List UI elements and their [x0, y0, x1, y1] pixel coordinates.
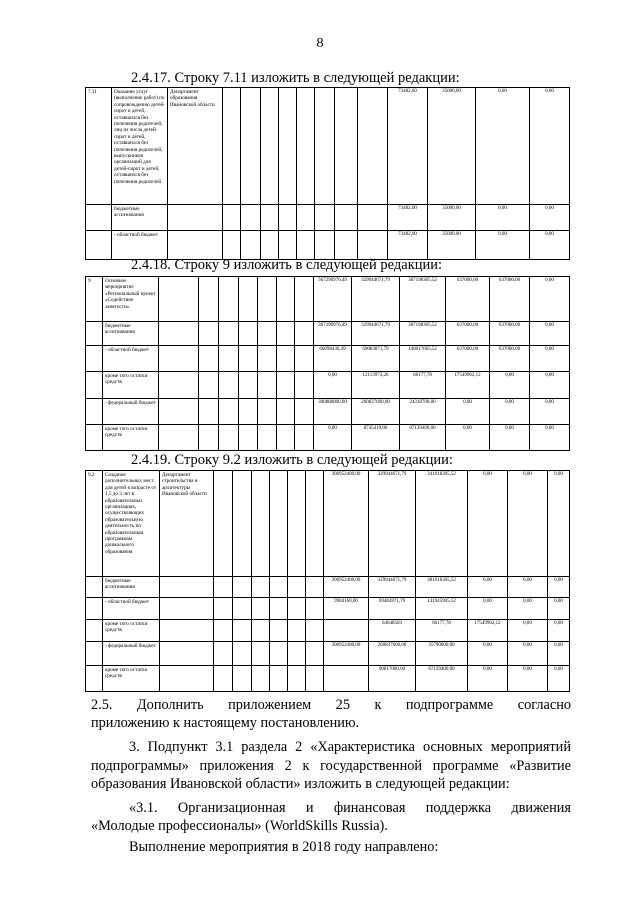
row-name-cell: кроме того остатки средств [103, 620, 160, 642]
value-cell: 9984160,00 [324, 598, 369, 620]
empty-cell [277, 322, 295, 346]
empty-cell [279, 205, 297, 231]
row-number-cell [86, 372, 103, 399]
empty-cell [258, 346, 277, 372]
empty-cell [261, 231, 279, 260]
row-name-cell: - федеральный бюджет [103, 642, 160, 666]
empty-cell [297, 231, 315, 260]
value-cell: 73482,00 [388, 88, 428, 205]
table-row [86, 205, 570, 231]
empty-cell [270, 642, 288, 666]
empty-cell [358, 205, 388, 231]
empty-cell [270, 577, 288, 598]
value-cell: 69482871,79 [369, 598, 416, 620]
empty-cell [252, 471, 270, 577]
value-cell: 67139400,00 [400, 425, 446, 451]
value-cell: 260837600,00 [352, 399, 400, 425]
executor-cell [159, 277, 199, 322]
heading-2-4-19: 2.4.19. Строку 9.2 изложить в следующей редакции: [131, 452, 453, 468]
empty-cell [199, 346, 219, 372]
value-cell: 0,00 [508, 598, 548, 620]
empty-cell [295, 425, 314, 451]
executor-cell [159, 399, 199, 425]
value-cell: 0,00 [446, 399, 490, 425]
table-row-7-11 [85, 87, 570, 260]
executor-cell [160, 598, 214, 620]
empty-cell [288, 577, 306, 598]
empty-cell [239, 322, 258, 346]
empty-cell [214, 642, 233, 666]
empty-cell [288, 642, 306, 666]
empty-cell [239, 425, 258, 451]
value-cell: 0,00 [476, 88, 530, 205]
empty-cell [233, 642, 252, 666]
empty-cell [288, 471, 306, 577]
paragraph-3-line1: 3. Подпункт 3.1 раздела 2 «Характеристика основных мероприятий [129, 739, 571, 755]
row-name-cell: Оказание услуг (выполнение работ) по сопровождению детей-сирот и детей, оставшихся без попечения родителей, лиц из числа детей-сирот и детей, оставшихся без попечения родителей, выпускников организаций для детей-сирот и детей, оставшихся без попечения родителей [112, 88, 168, 205]
value-cell: 35000,00 [428, 205, 476, 231]
empty-cell [279, 88, 297, 205]
value-cell: 0,00 [530, 277, 570, 322]
executor-cell [168, 231, 223, 260]
value-cell: 0,00 [446, 425, 490, 451]
executor-cell [168, 205, 223, 231]
value-cell: 637000,00 [446, 322, 490, 346]
value-cell: 329944671,79 [369, 577, 416, 598]
value-cell: 0,00 [548, 598, 570, 620]
value-cell: 0,00 [490, 425, 530, 451]
empty-cell [239, 372, 258, 399]
empty-cell [295, 372, 314, 399]
value-cell: 0,00 [548, 471, 570, 577]
empty-cell [223, 88, 241, 205]
empty-cell [223, 205, 241, 231]
row-number-cell: 9.2 [86, 471, 103, 577]
executor-cell [159, 322, 199, 346]
page-number: 8 [316, 36, 324, 51]
empty-cell [288, 666, 306, 692]
value-cell: 35000,00 [428, 231, 476, 260]
empty-cell [315, 231, 335, 260]
row-number-cell [86, 322, 103, 346]
empty-cell [258, 425, 277, 451]
table-row-9-2 [85, 470, 570, 692]
empty-cell [219, 399, 239, 425]
value-cell: 637000,00 [446, 277, 490, 322]
empty-cell [233, 598, 252, 620]
row-name-cell: - федеральный бюджет [103, 399, 159, 425]
row-name-cell: кроме того остатки средств [103, 666, 160, 692]
value-cell: 637000,00 [490, 346, 530, 372]
empty-cell [315, 88, 335, 205]
value-cell: 73482,00 [388, 231, 428, 260]
table-row [86, 642, 570, 666]
table-row [86, 322, 570, 346]
paragraph-2-5-line1: 2.5. Дополнить приложением 25 к подпрограмме согласно [91, 697, 571, 713]
empty-cell [219, 322, 239, 346]
row-number-cell [86, 205, 112, 231]
empty-cell [315, 205, 335, 231]
empty-cell [214, 620, 233, 642]
value-cell: 0,00 [530, 425, 570, 451]
empty-cell [270, 666, 288, 692]
value-cell: 0,00 [490, 372, 530, 399]
empty-cell [277, 277, 295, 322]
value-cell: 0,00 [468, 577, 508, 598]
value-cell: 141945905,52 [416, 598, 468, 620]
table-row [86, 598, 570, 620]
row-name-cell: бюджетные ассигнования [103, 322, 159, 346]
empty-cell [261, 88, 279, 205]
value-cell: 69083871,79 [352, 346, 400, 372]
value-cell [324, 620, 369, 642]
table-row [86, 471, 570, 577]
row-number-cell: 9 [86, 277, 103, 322]
value-cell: 300952400,00 [324, 471, 369, 577]
row-name-cell: бюджетные ассигнования [103, 577, 160, 598]
empty-cell [335, 205, 358, 231]
value-cell: 341018305,52 [416, 471, 468, 577]
table-row [86, 372, 570, 399]
value-cell: 637000,00 [490, 277, 530, 322]
table-row [86, 399, 570, 425]
row-name-cell: - областной бюджет [103, 598, 160, 620]
empty-cell [199, 425, 219, 451]
row-number-cell [86, 577, 103, 598]
executor-cell: Департамент образования Ивановской области [168, 88, 223, 205]
value-cell: 0,00 [548, 666, 570, 692]
heading-2-4-17: 2.4.17. Строку 7.11 изложить в следующей редакции: [131, 70, 460, 86]
empty-cell [295, 346, 314, 372]
empty-cell [335, 231, 358, 260]
empty-cell [358, 88, 388, 205]
empty-cell [199, 322, 219, 346]
empty-cell [258, 399, 277, 425]
empty-cell [270, 471, 288, 577]
empty-cell [295, 322, 314, 346]
executor-cell [159, 346, 199, 372]
executor-cell [160, 577, 214, 598]
value-cell: 637000,00 [490, 322, 530, 346]
row-number-cell [86, 598, 103, 620]
empty-cell [199, 399, 219, 425]
row-name-cell: Основное мероприятие «Региональный проект «Содействие занятости» [103, 277, 159, 322]
table-row [86, 425, 570, 451]
empty-cell [306, 642, 324, 666]
empty-cell [279, 231, 297, 260]
empty-cell [241, 88, 261, 205]
executor-cell [160, 666, 214, 692]
value-cell: 0,00 [548, 577, 570, 598]
empty-cell [241, 205, 261, 231]
value-cell: 17549962,12 [468, 620, 508, 642]
value-cell: 0,00 [314, 425, 352, 451]
empty-cell [295, 399, 314, 425]
value-cell: 35790000,00 [416, 642, 468, 666]
table-row [86, 277, 570, 322]
empty-cell [241, 231, 261, 260]
empty-cell [219, 346, 239, 372]
value-cell: 0,00 [476, 205, 530, 231]
row-number-cell [86, 666, 103, 692]
value-cell: 329944671,79 [369, 471, 416, 577]
value-cell: 0,00 [468, 471, 508, 577]
table-row [86, 88, 570, 205]
value-cell: 300952400,00 [324, 577, 369, 598]
value-cell: 0,00 [508, 471, 548, 577]
value-cell: 300888000,00 [314, 399, 352, 425]
table-row [86, 231, 570, 260]
value-cell: 260837600,00 [369, 642, 416, 666]
executor-cell [160, 642, 214, 666]
table-row-9 [85, 276, 570, 451]
value-cell: 12113973,26 [352, 372, 400, 399]
empty-cell [233, 471, 252, 577]
empty-cell [306, 471, 324, 577]
empty-cell [261, 205, 279, 231]
value-cell: 0,00 [548, 620, 570, 642]
empty-cell [252, 666, 270, 692]
empty-cell [288, 598, 306, 620]
empty-cell [239, 399, 258, 425]
value-cell: 367290976,49 [314, 322, 352, 346]
empty-cell [219, 425, 239, 451]
empty-cell [252, 577, 270, 598]
paragraph-3-1-line1: «3.1. Организационная и финансовая поддержка движения [129, 800, 571, 816]
table-row [86, 666, 570, 692]
empty-cell [219, 372, 239, 399]
value-cell: 140017665,52 [400, 346, 446, 372]
executor-cell: Департамент строительства и архитектуры Ивановской области [160, 471, 214, 577]
table-row [86, 346, 570, 372]
empty-cell [297, 88, 315, 205]
value-cell: 64648503 [369, 620, 416, 642]
empty-cell [252, 642, 270, 666]
paragraph-3-line3: образования Ивановской области» изложить в следующей редакции: [91, 776, 510, 792]
empty-cell [306, 620, 324, 642]
row-number-cell: 7.11 [86, 88, 112, 205]
value-cell: 17549962,12 [446, 372, 490, 399]
empty-cell [233, 666, 252, 692]
empty-cell [233, 620, 252, 642]
value-cell: 67139400,00 [416, 666, 468, 692]
heading-2-4-18: 2.4.18. Строку 9 изложить в следующей редакции: [131, 257, 443, 273]
value-cell: 0,00 [508, 620, 548, 642]
value-cell: 0,00 [508, 666, 548, 692]
value-cell: 0,00 [468, 666, 508, 692]
row-name-cell: Создание дополнительных мест для детей в возрасте от 1,5 до 3 лет в образовательных организациях, осуществляющих образовательную деятельность по образовательным программам дошкольного образования [103, 471, 160, 577]
empty-cell [306, 598, 324, 620]
empty-cell [239, 277, 258, 322]
empty-cell [214, 666, 233, 692]
empty-cell [258, 372, 277, 399]
value-cell: 0,00 [530, 346, 570, 372]
empty-cell [252, 620, 270, 642]
value-cell [324, 666, 369, 692]
paragraph-3-1-line2: «Молодые профессионалы» (WorldSkills Russia). [91, 818, 388, 834]
value-cell: 0,00 [468, 642, 508, 666]
value-cell: 8745419,00 [352, 425, 400, 451]
row-name-cell: - областной бюджет [112, 231, 168, 260]
empty-cell [214, 598, 233, 620]
empty-cell [214, 577, 233, 598]
empty-cell [288, 620, 306, 642]
value-cell: 0,00 [530, 231, 570, 260]
row-number-cell [86, 346, 103, 372]
value-cell: 329944671,79 [352, 277, 400, 322]
value-cell: 0,00 [508, 577, 548, 598]
value-cell: 0,00 [530, 372, 570, 399]
empty-cell [219, 277, 239, 322]
value-cell: 0,00 [548, 642, 570, 666]
paragraph-3-line2: подпрограммы» приложения 2 к государственной программе «Развитие [91, 758, 571, 774]
value-cell: 35000,00 [428, 88, 476, 205]
value-cell: 66098436,49 [314, 346, 352, 372]
row-number-cell [86, 399, 103, 425]
value-cell: 90817000,00 [369, 666, 416, 692]
value-cell: 0,00 [530, 322, 570, 346]
empty-cell [358, 231, 388, 260]
empty-cell [306, 666, 324, 692]
value-cell: 73482,00 [388, 205, 428, 231]
row-number-cell [86, 642, 103, 666]
empty-cell [277, 372, 295, 399]
empty-cell [214, 471, 233, 577]
empty-cell [199, 372, 219, 399]
value-cell: 0,00 [490, 399, 530, 425]
table-row [86, 620, 570, 642]
empty-cell [295, 277, 314, 322]
paragraph-2-5-line2: приложению к настоящему постановлению. [91, 715, 360, 731]
value-cell: 387198305,52 [400, 322, 446, 346]
value-cell: 0,00 [530, 399, 570, 425]
empty-cell [335, 88, 358, 205]
empty-cell [306, 577, 324, 598]
row-number-cell [86, 620, 103, 642]
row-name-cell: кроме того остатки средств [103, 372, 159, 399]
row-name-cell: бюджетные ассигнования [112, 205, 168, 231]
empty-cell [277, 425, 295, 451]
value-cell: 66177,78 [416, 620, 468, 642]
empty-cell [277, 346, 295, 372]
row-number-cell [86, 231, 112, 260]
empty-cell [258, 322, 277, 346]
value-cell: 0,00 [468, 598, 508, 620]
empty-cell [270, 598, 288, 620]
value-cell: 0,00 [530, 205, 570, 231]
value-cell: 0,00 [314, 372, 352, 399]
value-cell: 0,00 [508, 642, 548, 666]
value-cell: 381018305,52 [416, 577, 468, 598]
empty-cell [199, 277, 219, 322]
executor-cell [160, 620, 214, 642]
value-cell: 24318700,00 [400, 399, 446, 425]
value-cell: 0,00 [476, 231, 530, 260]
empty-cell [233, 577, 252, 598]
row-number-cell [86, 425, 103, 451]
empty-cell [297, 205, 315, 231]
row-name-cell: - областной бюджет [103, 346, 159, 372]
paragraph-2018: Выполнение мероприятия в 2018 году направлено: [129, 839, 439, 855]
empty-cell [277, 399, 295, 425]
empty-cell [258, 277, 277, 322]
value-cell: 387198305,52 [400, 277, 446, 322]
row-name-cell: кроме того остатки средств [103, 425, 159, 451]
executor-cell [159, 372, 199, 399]
empty-cell [270, 620, 288, 642]
executor-cell [159, 425, 199, 451]
value-cell: 637000,00 [446, 346, 490, 372]
value-cell: 66177,78 [400, 372, 446, 399]
value-cell: 0,00 [530, 88, 570, 205]
empty-cell [239, 346, 258, 372]
value-cell: 300952400,00 [324, 642, 369, 666]
value-cell: 367290976,49 [314, 277, 352, 322]
empty-cell [223, 231, 241, 260]
table-row [86, 577, 570, 598]
value-cell: 329944671,79 [352, 322, 400, 346]
empty-cell [252, 598, 270, 620]
